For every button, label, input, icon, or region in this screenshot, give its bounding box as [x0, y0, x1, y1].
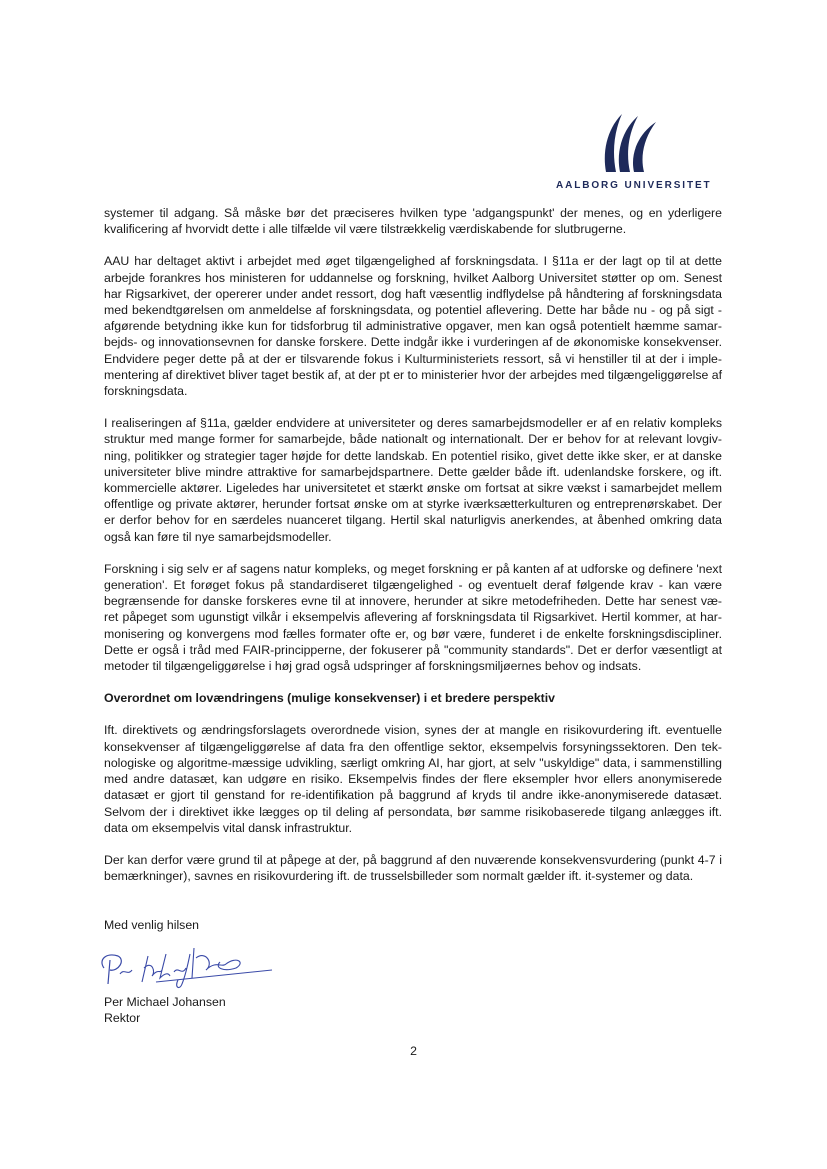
university-logo: [556, 110, 716, 190]
logo-wordmark: AALBORG UNIVERSITET: [556, 180, 712, 191]
signer-name: Per Michael Johansen: [104, 995, 226, 1009]
page-number: 2: [410, 1044, 417, 1058]
handwritten-signature: [96, 938, 276, 994]
paragraph-collaboration-models: I realiseringen af §11a, gælder endvidere at universiteter og deres samarbejdsmodeller er af en relativ kompleks struktur med mange former for samarbejde, både nationalt og internationalt. Der er behov for at relevant lovgiv-ning, politikker og strategier tager højde for dette landskab. En potentiel risiko, givet dette ikke sker, er at danske universiteter blive mindre attraktive for samarbejdspartnere. Dette gælder både ift. udenlandske forskere, og ift. kommercielle aktører. Ligeledes har universitetet et stærkt ønske om fortsat at sikre vækst i samarbejdet mellem offentlige og private aktører, herunder fortsat ønske om at styrke iværksætterkulturen og entreprenørskabet. Der er derfor behov for en særdeles nuanceret tilgang. Hertil skal naturligvis anerkendes, at åbenhed omkring data også kan føre til nye samarbejdsmodeller.: [104, 416, 722, 544]
paragraph-conclusion: Der kan derfor være grund til at påpege at der, på baggrund af den nuværende konsekvensvurdering (punkt 4-7 i bemærkninger), savnes en risikovurdering ift. de trusselsbilleder som normalt gælder ift. it-systemer og data.: [104, 852, 722, 884]
letter-body: [104, 205, 722, 900]
paragraph-aau-research-data: AAU har deltaget aktivt i arbejdet med øget tilgængelighed af forskningsdata. I §11a er der lagt op til at dette arbejde forankres hos ministeren for uddannelse og forskning, hvilket Aalborg Universitet støtter op om. Senest har Rigsarkivet, der opererer under andet ressort, dog haft væsentlig indflydelse på håndtering af forskningsdata med bekendtgørelsen om anmeldelse af forskningsdata, og potentiel aflevering. Dette har både nu - og på sigt - afgørende betydning ikke kun for tidsforbrug til administrative opgaver, men kan også potentielt hæmme samar-bejds- og innovationsevnen for danske forskere. Dette indgår ikke i vurderingen af de økonomiske konsekvenser. Endvidere peger dette på at der er tilsvarende fokus i Kulturministeriets ressort, så vi henstiller til at der i imple-mentering af direktivet bliver taget bestik af, at der pt er to ministerier hvor der arbejdes med tilgængeliggørelse af forskningsdata.: [104, 254, 722, 399]
aau-waves-logo-icon: [600, 110, 662, 174]
paragraph-research-complexity: Forskning i sig selv er af sagens natur kompleks, og meget forskning er på kanten af at udforske og definere 'next generation'. Et forøget fokus på standardiseret tilgængelighed - og eventuelt deraf følgende krav - kan være begrænsende for danske forskeres evne til at innovere, herunder at sikre metodefriheden. Dette har senest væ-ret påpeget som ugunstigt vilkår i eksempelvis aflevering af forskningsdata til Rigsarkivet. Hertil kommer, at har-monisering og konvergens mod fælles formater ofte er, og bør være, funderet i de enkelte forskningsdiscipliner. Dette er også i tråd med FAIR-principperne, der fokuserer på "community standards". Det er derfor væsentligt at metoder til tilgængeliggørelse i høj grad også udspringer af forskningsmiljøernes behov og indsats.: [104, 561, 722, 674]
closing-greeting: Med venlig hilsen: [104, 918, 200, 932]
signer-title: Rektor: [104, 1011, 141, 1026]
paragraph-access-points: systemer til adgang. Så måske bør det præciseres hvilken type 'adgangspunkt' der menes, og en yderligere kvalificering af hvorvidt dette i alle tilfælde vil være tilstrækkelig værdiskabende for slutbrugerne.: [104, 206, 722, 237]
section-heading: Overordnet om lovændringens (mulige konsekvenser) i et bredere perspektiv: [104, 691, 556, 706]
signer-block: [104, 994, 226, 1026]
paragraph-risk-assessment: Ift. direktivets og ændringsforslagets overordnede vision, synes der at mangle en risikovurdering ift. eventuelle konsekvenser af tilgængeliggørelse af data fra den offentlige sektor, eksempelvis forsyningssektoren. Den tek-nologiske og algoritme-mæssige udvikling, særligt omkring AI, har gjort, at selv "uskyldige" data, i sammenstilling med andre datasæt, kan udgøre en risiko. Eksempelvis findes der flere eksempler hvor ellers anonymiserede datasæt er gjort til genstand for re-identifikation på baggrund af kryds til andre ikke-anonymiserede datasæt. Selvom der i direktivet ikke lægges op til deling af persondata, bør samme risikobaserede tilgang anlægges ift. data om eksempelvis vital dansk infrastruktur.: [104, 723, 722, 835]
